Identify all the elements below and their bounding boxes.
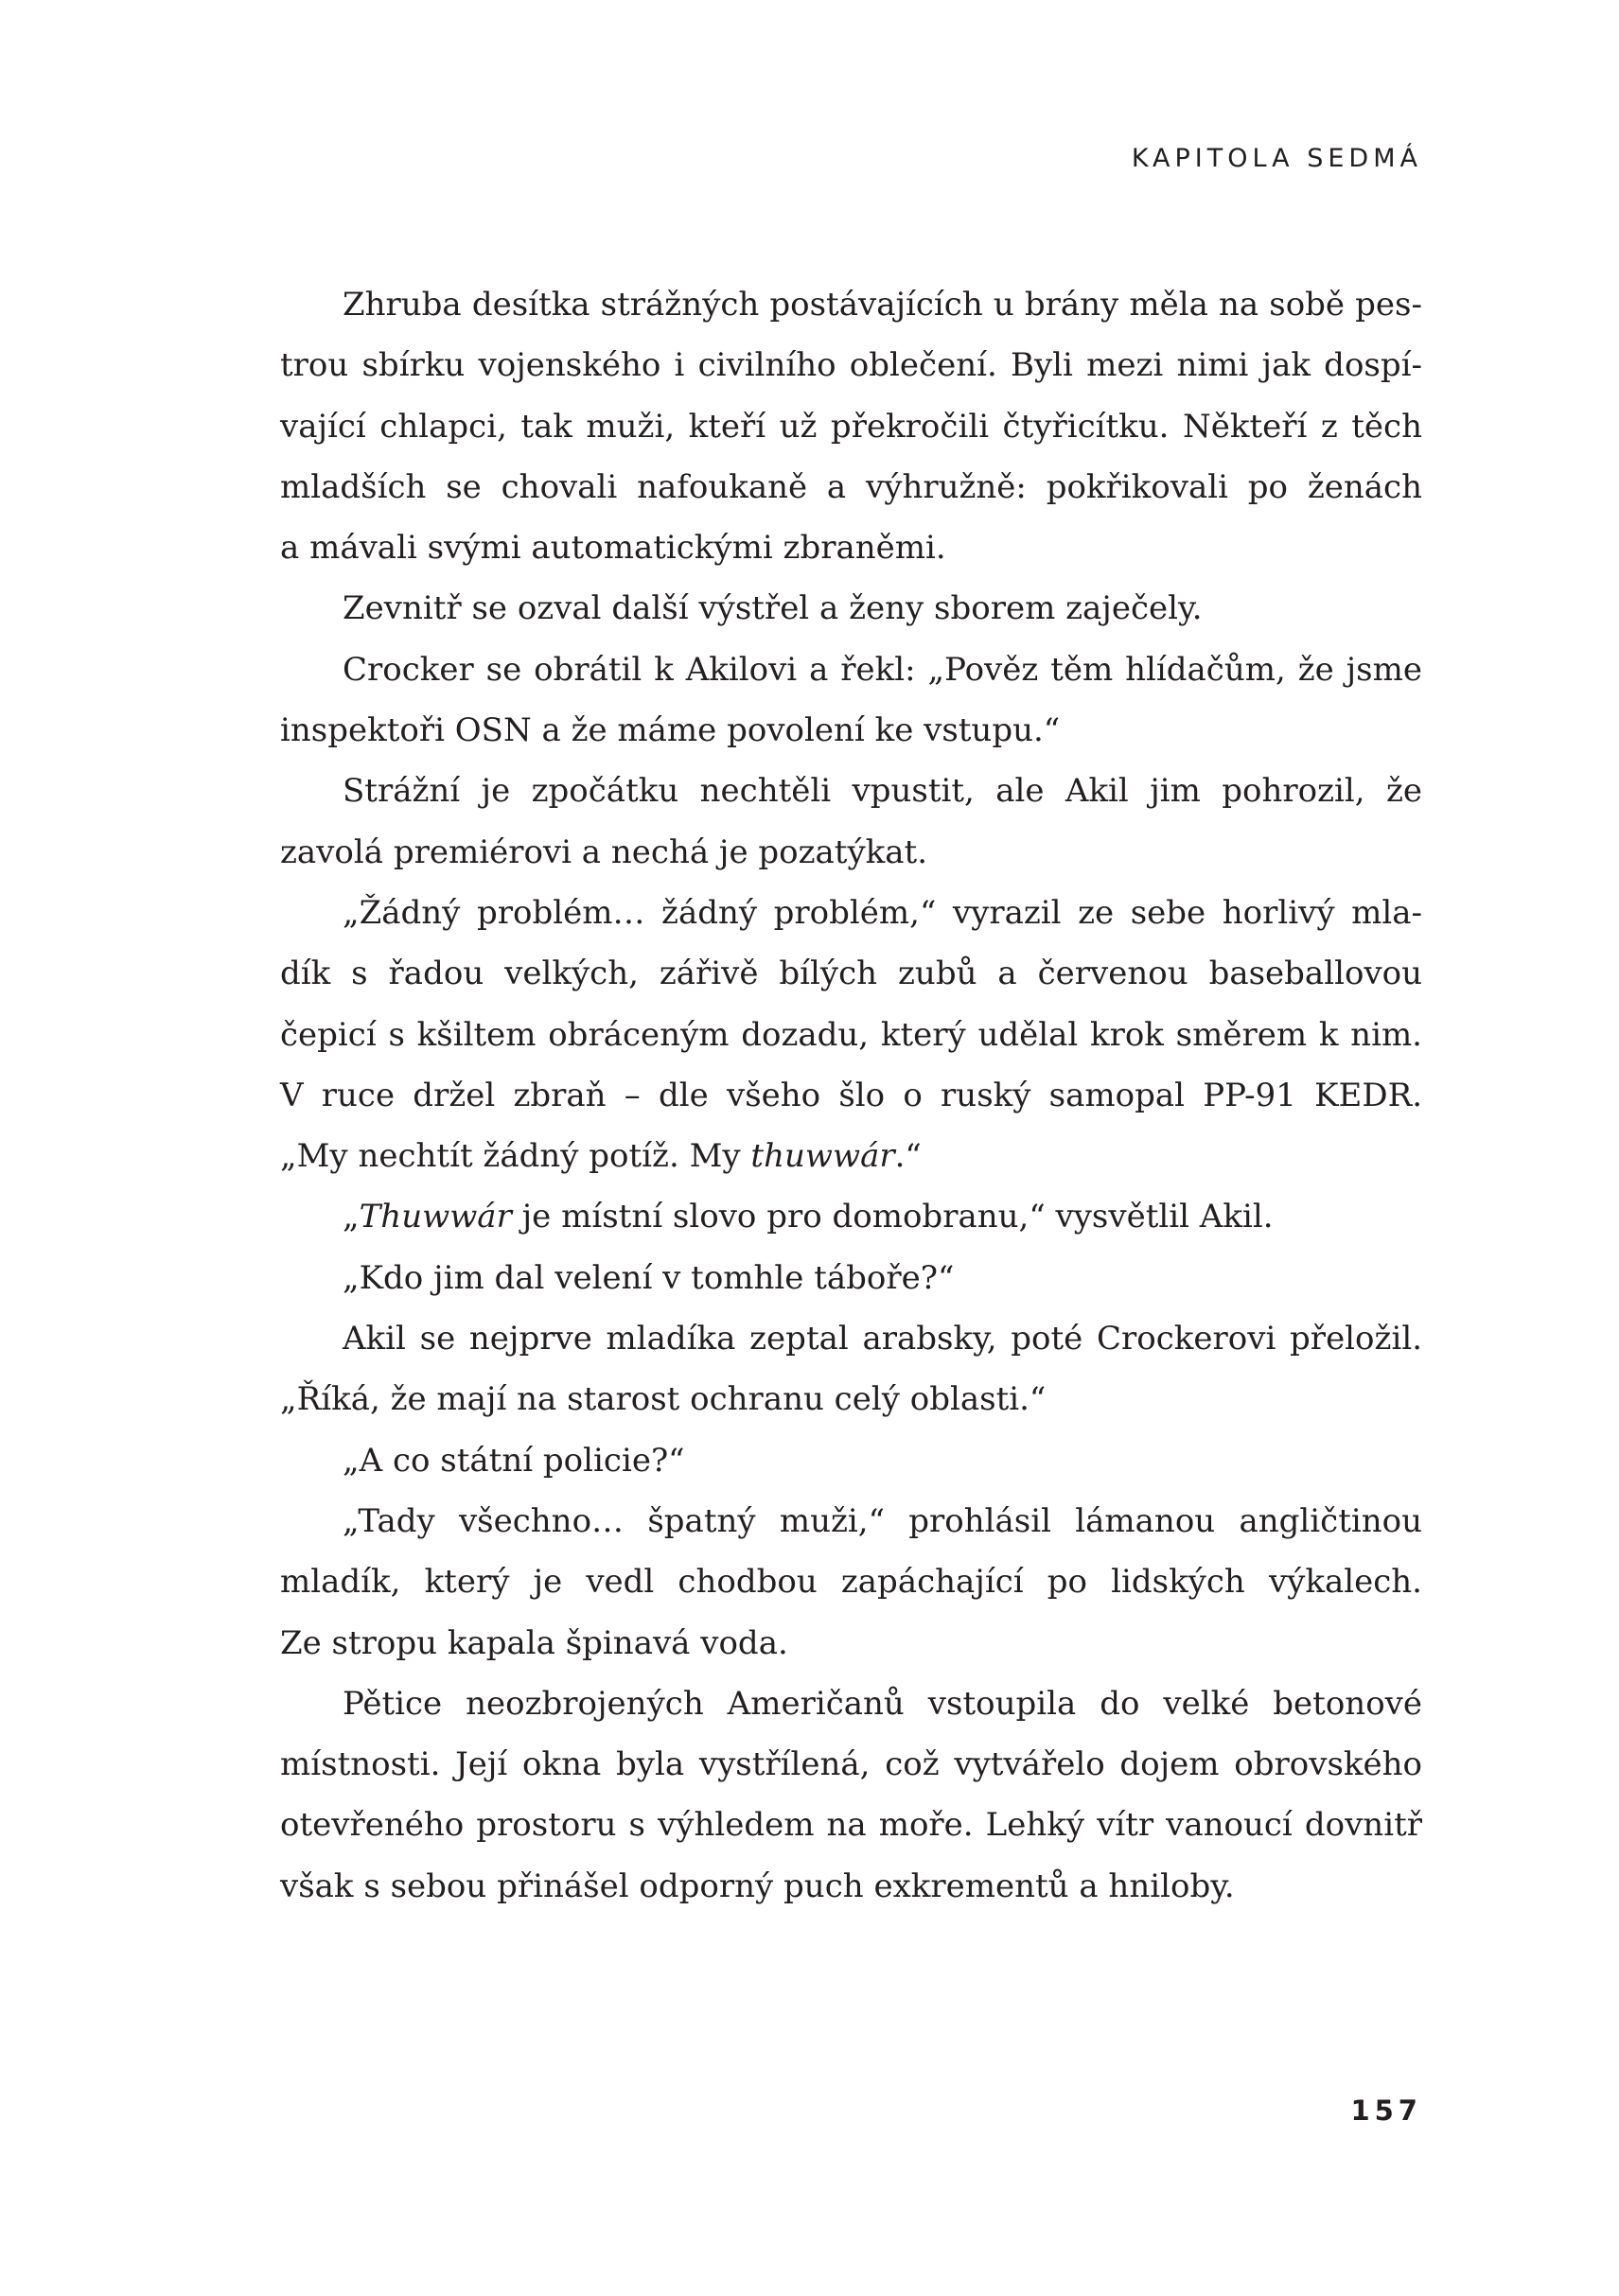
text-line: „Kdo jim dal velení v tomhle táboře?“ [343, 1258, 955, 1297]
text-line: „Říká, že mají na starost ochranu celý oblasti.“ [280, 1380, 1047, 1419]
text-line: „Tady všechno… špatný muži,“ prohlásil lámanou angličtinou [343, 1501, 1422, 1540]
chapter-title: KAPITOLA SEDMÁ [1131, 144, 1422, 173]
text-line: zavolá premiérovi a nechá je pozatýkat. [280, 833, 928, 871]
text-line: Zevnitř se ozval další výstřel a ženy sborem zaječely. [343, 589, 1203, 628]
page-number: 157 [1350, 2094, 1422, 2127]
text-line: Crocker se obrátil k Akilovi a řekl: „Pověz těm hlídačům, že jsme [343, 650, 1422, 689]
text-segment: „ [343, 1198, 360, 1236]
text-line [280, 1186, 1422, 1247]
text-line: čepicí s kšiltem obráceným dozadu, který udělal krok směrem k nim. [280, 1015, 1422, 1054]
text-line: mladík, který je vedl chodbou zapáchající po lidských výkalech. [280, 1563, 1422, 1602]
text-line: Akil se nejprve mladíka zeptal arabsky, poté Crockerovi přeložil. [343, 1320, 1422, 1358]
text-line: místnosti. Její okna byla vystřílená, což vytvářelo dojem obrovského [280, 1745, 1422, 1784]
text-line: Zhruba desítka strážných postávajících u brány měla na sobě pes- [343, 286, 1422, 324]
text-line: „A co státní policie?“ [343, 1441, 685, 1480]
text-line: V ruce držel zbraň – dle všeho šlo o ruský samopal PP-91 KEDR. [280, 1076, 1422, 1114]
text-line: dík s řadou velkých, zářivě bílých zubů a červenou baseballovou [280, 955, 1422, 993]
text-segment: „My nechtít žádný potíž. My [280, 1137, 751, 1176]
body-text [280, 274, 1422, 1917]
text-line: otevřeného prostoru s výhledem na moře. Lehký vítr vanoucí dovnitř [280, 1806, 1422, 1845]
text-line [280, 1126, 1422, 1186]
text-line: inspektoři OSN a že máme povolení ke vstupu.“ [280, 711, 1061, 750]
text-line: Pětice neozbrojených Američanů vstoupila do velké betonové [343, 1684, 1422, 1723]
text-line: mladších se chovali nafoukaně a výhružně: pokřikovali po ženách [280, 467, 1422, 506]
text-segment: .“ [894, 1137, 922, 1176]
text-line: vající chlapci, tak muži, kteří už překročili čtyřicítku. Někteří z těch [280, 407, 1422, 446]
text-line: „Žádný problém… žádný problém,“ vyrazil ze sebe horlivý mla- [343, 893, 1422, 932]
text-line: Ze stropu kapala špinavá voda. [280, 1623, 788, 1662]
text-line: trou sbírku vojenského i civilního oblečení. Byli mezi nimi jak dospí- [280, 346, 1422, 385]
text-line: Strážní je zpočátku nechtěli vpustit, ale Akil jim pohrozil, že [343, 772, 1422, 811]
text-segment: je místní slovo pro domobranu,“ vysvětlil Akil. [511, 1198, 1274, 1236]
text-line: a mávali svými automatickými zbraněmi. [280, 529, 946, 568]
text-line: však s sebou přinášel odporný puch exkrementů a hniloby. [280, 1867, 1235, 1905]
italic-term: thuwwár [750, 1137, 895, 1176]
italic-term: Thuwwár [359, 1198, 512, 1236]
